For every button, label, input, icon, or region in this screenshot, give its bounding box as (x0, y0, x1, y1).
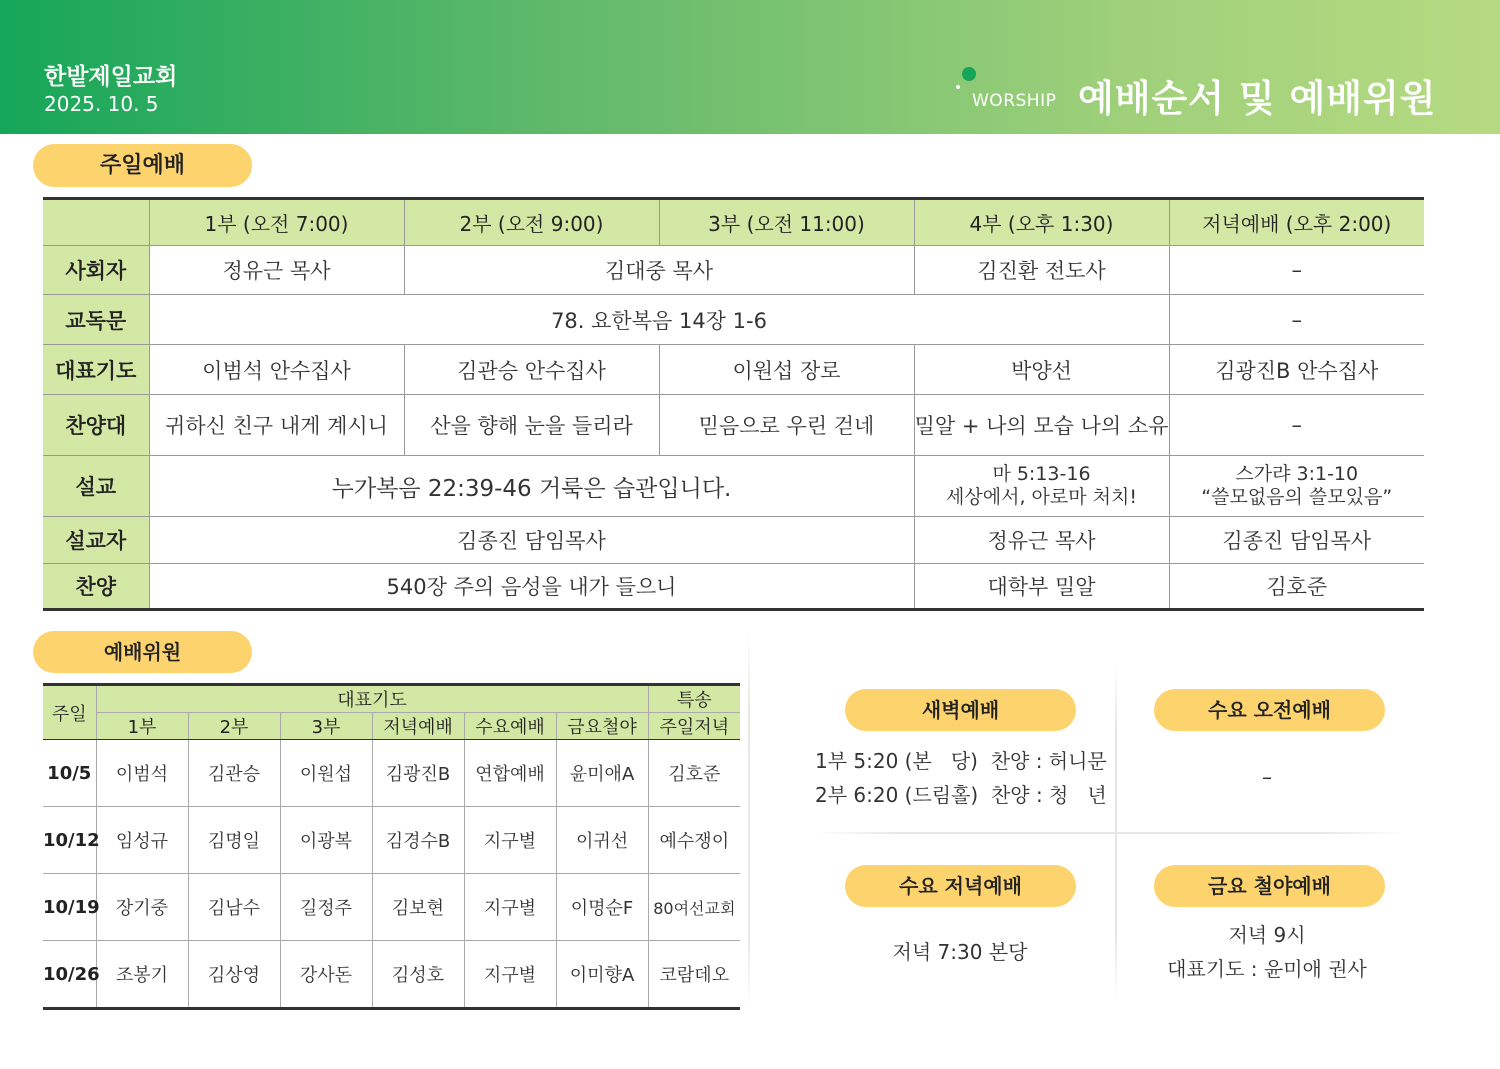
dawn-line-1: 1부 5:20 (본 당) 찬양 : 허니문 (815, 749, 1107, 773)
week-date: 10/5 (43, 740, 96, 807)
bulletin-date: 2025. 10. 5 (44, 92, 159, 116)
table-row (43, 246, 1424, 295)
table-cell: 산을 향해 눈을 들리라 (404, 395, 659, 456)
sermon-ref: 스가랴 3:1-10 (1235, 463, 1359, 485)
table-cell: 대학부 밀알 (914, 564, 1169, 610)
row-header: 대표기도 (43, 345, 149, 395)
table-cell: 김호준 (648, 740, 740, 807)
wed-evening-pill: 수요 저녁예배 (845, 865, 1076, 907)
column-header: 1부 (오전 7:00) (149, 199, 404, 246)
table-cell: 밀알 + 나의 모습 나의 소유 (914, 395, 1169, 456)
table-cell: 김보현 (372, 874, 464, 941)
fri-line-1: 저녁 9시 (1228, 923, 1306, 947)
table-cell: 김종진 담임목사 (1169, 517, 1424, 564)
table-cell: 김진환 전도사 (914, 246, 1169, 295)
table-cell: – (1169, 395, 1424, 456)
fri-night-info (1122, 918, 1412, 986)
wed-morning-pill: 수요 오전예배 (1154, 689, 1385, 731)
table-cell: 길정주 (280, 874, 372, 941)
table-cell: – (1169, 246, 1424, 295)
fri-line-2: 대표기도 : 윤미애 권사 (1167, 957, 1367, 981)
table-cell: 540장 주의 음성을 내가 들으니 (149, 564, 914, 610)
row-header: 교독문 (43, 295, 149, 345)
week-date: 10/12 (43, 807, 96, 874)
table-cell: 김광진B 안수집사 (1169, 345, 1424, 395)
table-cell: 80여선교회 (648, 874, 740, 941)
sermon-ref: 마 5:13-16 (992, 463, 1091, 485)
column-header: 3부 (오전 11:00) (659, 199, 914, 246)
table-row (43, 740, 740, 807)
dawn-worship-info (815, 744, 1105, 812)
table-cell: 이광복 (280, 807, 372, 874)
table-row (43, 395, 1424, 456)
table-cell: 조봉기 (96, 941, 188, 1009)
table-cell: 정유근 목사 (149, 246, 404, 295)
table-row (43, 564, 1424, 610)
table-row (43, 807, 740, 874)
table-cell: 귀하신 친구 내게 계시니 (149, 395, 404, 456)
prayer-header: 대표기도 (96, 685, 648, 713)
row-header: 설교자 (43, 517, 149, 564)
table-cell: 이범석 안수집사 (149, 345, 404, 395)
row-header: 찬양대 (43, 395, 149, 456)
table-cell: 지구별 (464, 874, 556, 941)
table-cell: 정유근 목사 (914, 517, 1169, 564)
sub-header: 저녁예배 (372, 713, 464, 740)
table-cell: 김대중 목사 (404, 246, 914, 295)
dot-icon (962, 67, 976, 81)
panel-divider (748, 632, 750, 1012)
table-cell: 김호준 (1169, 564, 1424, 610)
sub-header: 3부 (280, 713, 372, 740)
table-row (43, 295, 1424, 345)
table-cell: 김성호 (372, 941, 464, 1009)
dawn-line-2: 2부 6:20 (드림홀) 찬양 : 청 년 (815, 783, 1107, 807)
table-cell: 장기중 (96, 874, 188, 941)
table-cell: 김관승 (188, 740, 280, 807)
table-cell (914, 456, 1169, 517)
table-cell: 박양선 (914, 345, 1169, 395)
table-cell: 연합예배 (464, 740, 556, 807)
church-name: 한밭제일교회 (44, 64, 178, 90)
table-cell: 김종진 담임목사 (149, 517, 914, 564)
sub-header: 2부 (188, 713, 280, 740)
table-row (43, 345, 1424, 395)
table-cell: 김관승 안수집사 (404, 345, 659, 395)
table-cell (1169, 456, 1424, 517)
sub-header: 주일저녁 (648, 713, 740, 740)
wed-morning-info: – (1262, 765, 1272, 789)
table-cell: 78. 요한복음 14장 1-6 (149, 295, 1169, 345)
table-cell: 지구별 (464, 941, 556, 1009)
week-date: 10/26 (43, 941, 96, 1009)
table-cell: 윤미애A (556, 740, 648, 807)
table-cell: 김상영 (188, 941, 280, 1009)
table-cell: 임성규 (96, 807, 188, 874)
sub-header: 수요예배 (464, 713, 556, 740)
table-cell: 이원섭 (280, 740, 372, 807)
wed-evening-info: 저녁 7:30 본당 (892, 940, 1028, 964)
table-row (43, 941, 740, 1009)
row-header: 찬양 (43, 564, 149, 610)
table-cell: – (1169, 295, 1424, 345)
table-row (43, 874, 740, 941)
special-song-header: 특송 (648, 685, 740, 713)
table-cell: 예수쟁이 (648, 807, 740, 874)
week-header: 주일 (43, 685, 96, 740)
table-cell: 이범석 (96, 740, 188, 807)
table-cell: 지구별 (464, 807, 556, 874)
table-cell: 이명순F (556, 874, 648, 941)
column-header: 4부 (오후 1:30) (914, 199, 1169, 246)
table-cell: 이원섭 장로 (659, 345, 914, 395)
table-cell: 믿음으로 우린 걷네 (659, 395, 914, 456)
sub-header: 금요철야 (556, 713, 648, 740)
table-cell: 김경수B (372, 807, 464, 874)
table-cell: 누가복음 22:39-46 거룩은 습관입니다. (149, 456, 914, 517)
table-cell: 김명일 (188, 807, 280, 874)
header-banner (0, 0, 1500, 134)
section-label-en: WORSHIP (972, 91, 1057, 111)
sunday-worship-table (43, 197, 1424, 611)
week-date: 10/19 (43, 874, 96, 941)
table-row (43, 517, 1424, 564)
worship-staff-table (43, 683, 740, 1010)
fri-night-pill: 금요 철야예배 (1154, 865, 1385, 907)
table-cell: 이미향A (556, 941, 648, 1009)
table-cell: 김남수 (188, 874, 280, 941)
corner-cell (43, 199, 149, 246)
page-title: 예배순서 및 예배위원 (1078, 77, 1437, 120)
dawn-worship-pill: 새벽예배 (845, 689, 1076, 731)
table-cell: 김광진B (372, 740, 464, 807)
grid-divider-horizontal (815, 832, 1407, 834)
worship-staff-pill: 예배위원 (33, 631, 252, 673)
sub-header: 1부 (96, 713, 188, 740)
table-cell: 강사돈 (280, 941, 372, 1009)
sermon-title: “쓸모없음의 쓸모있음” (1201, 486, 1393, 508)
small-dot-icon (956, 85, 960, 89)
row-header: 사회자 (43, 246, 149, 295)
table-cell: 이귀선 (556, 807, 648, 874)
sunday-worship-pill: 주일예배 (33, 144, 252, 187)
row-header: 설교 (43, 456, 149, 517)
sermon-title: 세상에서, 아로마 처치! (946, 486, 1137, 508)
column-header: 저녁예배 (오후 2:00) (1169, 199, 1424, 246)
column-header: 2부 (오전 9:00) (404, 199, 659, 246)
table-cell: 코람데오 (648, 941, 740, 1009)
table-row (43, 456, 1424, 517)
